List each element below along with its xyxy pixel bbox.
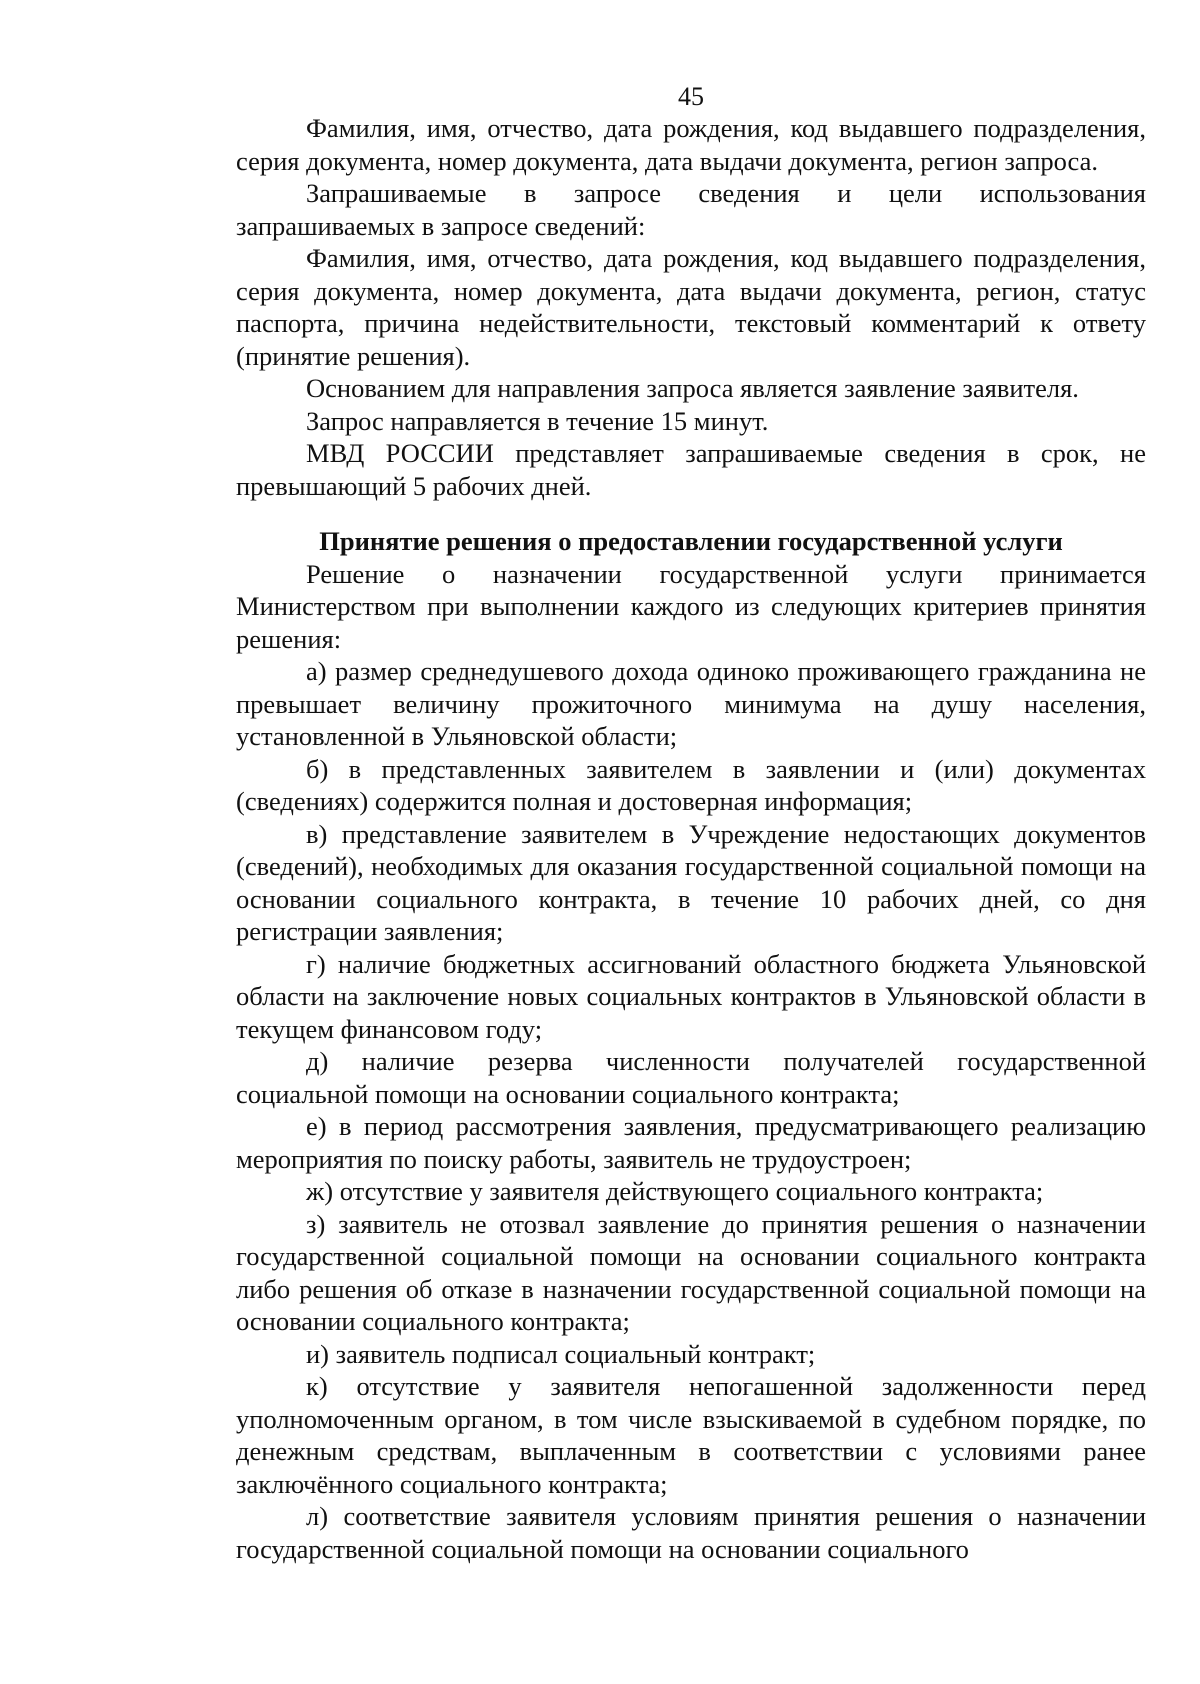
criterion-k: к) отсутствие у заявителя непогашенной задолженности перед уполномоченным органом, в том числе взыскиваемой в судебном порядке, по денежным средствам, выплаченным в соответствии с условиями ранее заключённого социального контракта; <box>236 1371 1146 1499</box>
paragraph-request-timing: Запрос направляется в течение 15 минут. <box>306 405 769 436</box>
criterion-l: л) соответствие заявителя условиям принятия решения о назначении государственной социальной помощи на основании социального <box>236 1501 1146 1564</box>
criterion-v: в) представление заявителем в Учреждение недостающих документов (сведений), необходимых для оказания государственной социальной помощи на основании социального контракта, в течение 10 рабочих дней, со дня регистрации заявления; <box>236 818 1146 946</box>
criterion-g: г) наличие бюджетных ассигнований областного бюджета Ульяновской области на заключение новых социальных контрактов в Ульяновской области в текущем финансовом году; <box>236 948 1146 1044</box>
criterion-a: а) размер среднедушевого дохода одиноко проживающего гражданина не превышает величину прожиточного минимума на душу населения, установленной в Ульяновской области; <box>236 656 1146 751</box>
criterion-d: д) наличие резерва численности получателей государственной социальной помощи на основании социального контракта; <box>236 1046 1146 1109</box>
criterion-b: б) в представленных заявителем в заявлении и (или) документах (сведениях) содержится полная и достоверная информация; <box>236 753 1146 816</box>
paragraph-basis: Основанием для направления запроса является заявление заявителя. <box>306 373 1079 403</box>
criterion-i: и) заявитель подписал социальный контракт; <box>306 1338 816 1369</box>
paragraph-requested-info: Фамилия, имя, отчество, дата рождения, код выдавшего подразделения, серия документа, номер документа, дата выдачи документа, регион, статус паспорта, причина недействительности, текстовый комментарий к ответу (принятие решения). <box>236 243 1146 371</box>
page-number: 45 <box>678 82 704 111</box>
criterion-e: е) в период рассмотрения заявления, предусматривающего реализацию мероприятия по поиску работы, заявитель не трудоустроен; <box>236 1111 1146 1174</box>
paragraph-mvd-response: МВД РОССИИ представляет запрашиваемые сведения в срок, не превышающий 5 рабочих дней. <box>236 438 1146 501</box>
section-heading: Принятие решения о предоставлении государственной услуги <box>319 526 1063 556</box>
document-page <box>236 82 1146 1565</box>
paragraph-requested-info-intro: Запрашиваемые в запросе сведения и цели использования запрашиваемых в запросе сведений: <box>236 178 1146 241</box>
paragraph-decision-intro: Решение о назначении государственной услуги принимается Министерством при выполнении каждого из следующих критериев принятия решения: <box>236 558 1146 654</box>
criterion-zh: ж) отсутствие у заявителя действующего социального контракта; <box>306 1176 1044 1206</box>
criterion-z: з) заявитель не отозвал заявление до принятия решения о назначении государственной социальной помощи на основании социального контракта либо решения об отказе в назначении государственной социальной помощи на основании социального контракта; <box>236 1208 1146 1336</box>
paragraph-requisites: Фамилия, имя, отчество, дата рождения, код выдавшего подразделения, серия документа, номер документа, дата выдачи документа, регион запроса. <box>236 113 1146 176</box>
